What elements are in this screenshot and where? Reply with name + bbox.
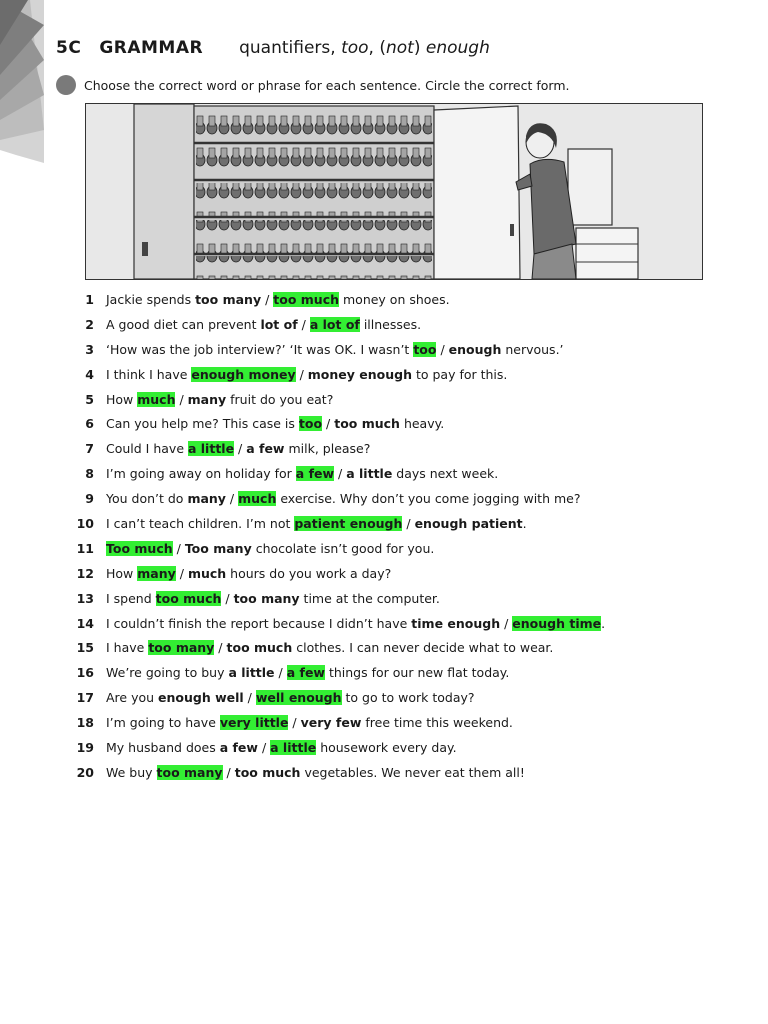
selected-answer-option[interactable]: too xyxy=(413,341,437,357)
selected-answer-option[interactable]: much xyxy=(137,391,176,407)
answer-option[interactable]: too much xyxy=(334,416,400,432)
item-number: 10 xyxy=(76,515,94,531)
item-sentence xyxy=(106,640,553,655)
sentence-text: A good diet can prevent xyxy=(106,316,261,332)
shoe-cabinet-icon xyxy=(86,104,702,279)
sentence-text: / xyxy=(172,540,185,556)
sentence-text: illnesses. xyxy=(359,316,422,332)
item-number: 7 xyxy=(85,441,94,457)
instruction-row xyxy=(56,75,570,95)
item-number: 12 xyxy=(76,565,94,581)
sentence-text: / xyxy=(175,565,188,581)
sentence-text: I’m going to have xyxy=(106,715,220,731)
item-sentence xyxy=(106,740,457,755)
answer-option[interactable]: time enough xyxy=(411,615,501,631)
item-sentence xyxy=(106,441,370,456)
topic-part: too xyxy=(341,38,369,58)
sentence-text: / xyxy=(500,615,513,631)
selected-answer-option[interactable]: Too much xyxy=(106,540,173,556)
selected-answer-option[interactable]: enough money xyxy=(191,366,296,382)
sentence-text: I couldn’t finish the report because I didn’t have xyxy=(106,615,412,631)
answer-option[interactable]: many xyxy=(187,391,227,407)
item-number: 20 xyxy=(76,764,94,780)
sentence-text: You don’t do xyxy=(106,491,188,507)
sentence-text: chocolate isn’t good for you. xyxy=(251,540,435,556)
sentence-text: / xyxy=(234,441,247,457)
instruction-text: Choose the correct word or phrase for each sentence. Circle the correct form. xyxy=(84,77,570,93)
sentence-text: . xyxy=(601,615,606,631)
selected-answer-option[interactable]: too much xyxy=(155,590,222,606)
item-sentence xyxy=(106,715,513,730)
exercise-item xyxy=(70,511,720,536)
item-sentence xyxy=(106,416,444,431)
exercise-item xyxy=(70,735,720,760)
sentence-text: How xyxy=(106,565,138,581)
item-number: 3 xyxy=(85,341,94,357)
selected-answer-option[interactable]: a little xyxy=(270,739,317,755)
selected-answer-option[interactable]: patient enough xyxy=(294,515,403,531)
item-number: 1 xyxy=(85,291,94,307)
item-number: 8 xyxy=(85,466,94,482)
exercise-item xyxy=(70,436,720,461)
selected-answer-option[interactable]: well enough xyxy=(255,690,342,706)
item-sentence xyxy=(106,342,564,357)
sentence-text: / xyxy=(175,391,188,407)
sentence-text: I’m going away on holiday for xyxy=(106,466,296,482)
sentence-text: milk, please? xyxy=(284,441,371,457)
section-label: GRAMMAR xyxy=(99,38,204,58)
item-number: 13 xyxy=(76,590,94,606)
exercise-item xyxy=(70,362,720,387)
sentence-text: exercise. Why don’t you come jogging with me? xyxy=(276,491,581,507)
sentence-text: heavy. xyxy=(399,416,445,432)
sentence-text: / xyxy=(322,416,335,432)
sentence-text: clothes. I can never decide what to wear. xyxy=(292,640,554,656)
item-number: 11 xyxy=(76,540,94,556)
sentence-text: to pay for this. xyxy=(411,366,508,382)
item-sentence xyxy=(106,665,509,680)
item-sentence xyxy=(106,591,440,606)
selected-answer-option[interactable]: a little xyxy=(187,441,235,457)
selected-answer-option[interactable]: a few xyxy=(295,466,335,482)
sentence-text: free time this weekend. xyxy=(361,715,513,731)
topic-part: quantifiers, xyxy=(239,38,342,58)
sentence-text: I think I have xyxy=(106,366,192,382)
selected-answer-option[interactable]: a lot of xyxy=(309,316,360,332)
sentence-text: days next week. xyxy=(392,466,499,482)
sentence-text: / xyxy=(221,590,234,606)
sentence-text: / xyxy=(295,366,308,382)
selected-answer-option[interactable]: too xyxy=(298,416,323,432)
sentence-text: / xyxy=(288,715,301,731)
answer-option[interactable]: a little xyxy=(228,665,275,681)
selected-answer-option[interactable]: enough time xyxy=(512,615,602,631)
exercise-item xyxy=(70,660,720,685)
sentence-text: / xyxy=(243,690,256,706)
answer-option[interactable]: enough xyxy=(448,341,502,357)
sentence-text: time at the computer. xyxy=(299,590,440,606)
sentence-text: housework every day. xyxy=(316,739,457,755)
sentence-text: / xyxy=(261,291,274,307)
sentence-text: I have xyxy=(106,640,149,656)
answer-option[interactable]: enough patient xyxy=(414,515,523,531)
topic-part: , ( xyxy=(368,38,386,58)
sentence-text: to go to work today? xyxy=(341,690,475,706)
item-sentence xyxy=(106,292,450,307)
item-sentence xyxy=(106,765,525,780)
corner-fan-decoration xyxy=(0,0,48,165)
answer-option[interactable]: a few xyxy=(219,739,258,755)
answer-option[interactable]: very few xyxy=(300,715,362,731)
section-code: 5C xyxy=(56,38,82,58)
sentence-text: money on shoes. xyxy=(339,291,450,307)
exercise-item xyxy=(70,387,720,412)
exercise-item xyxy=(70,337,720,362)
item-sentence xyxy=(106,317,421,332)
sentence-text: fruit do you eat? xyxy=(226,391,334,407)
sentence-text: How xyxy=(106,391,138,407)
sentence-text: vegetables. We never eat them all! xyxy=(300,764,525,780)
exercise-item xyxy=(70,411,720,436)
sentence-text: / xyxy=(402,515,415,531)
item-number: 14 xyxy=(76,615,94,631)
item-number: 5 xyxy=(85,391,94,407)
item-number: 6 xyxy=(85,416,94,432)
selected-answer-option[interactable]: many xyxy=(137,565,176,581)
answer-option[interactable]: lot of xyxy=(260,316,298,332)
item-number: 18 xyxy=(76,715,94,731)
answer-option[interactable]: too many xyxy=(195,291,262,307)
answer-option[interactable]: much xyxy=(187,565,227,581)
exercise-item xyxy=(70,710,720,735)
sentence-text: I spend xyxy=(106,590,156,606)
exercise-item xyxy=(70,486,720,511)
answer-option[interactable]: money enough xyxy=(307,366,412,382)
topic-part: ) xyxy=(413,38,426,58)
selected-answer-option[interactable]: very little xyxy=(219,715,289,731)
sentence-text: / xyxy=(222,764,235,780)
topic-title xyxy=(239,38,490,58)
selected-answer-option[interactable]: too much xyxy=(273,291,340,307)
sentence-text: We’re going to buy xyxy=(106,665,229,681)
answer-option[interactable]: too many xyxy=(233,590,300,606)
sentence-text: Can you help me? This case is xyxy=(106,416,299,432)
selected-answer-option[interactable]: a few xyxy=(286,665,325,681)
answer-option[interactable]: Too many xyxy=(184,540,252,556)
answer-option[interactable]: too much xyxy=(226,640,293,656)
item-number: 16 xyxy=(76,665,94,681)
answer-option[interactable]: a little xyxy=(346,466,393,482)
sentence-text: things for our new flat today. xyxy=(324,665,510,681)
answer-option[interactable]: a few xyxy=(246,441,285,457)
shoe-cabinet-illustration xyxy=(85,103,703,280)
exercise-item xyxy=(70,287,720,312)
answer-option[interactable]: too much xyxy=(234,764,301,780)
item-sentence xyxy=(106,392,333,407)
item-sentence xyxy=(106,516,527,531)
item-sentence xyxy=(106,566,391,581)
exercise-item xyxy=(70,635,720,660)
exercise-item xyxy=(70,461,720,486)
answer-option[interactable]: enough well xyxy=(158,690,244,706)
exercise-item xyxy=(70,760,720,785)
item-sentence xyxy=(106,690,475,705)
item-sentence xyxy=(106,367,507,382)
item-sentence xyxy=(106,491,580,506)
sentence-text: We buy xyxy=(106,764,157,780)
exercise-item xyxy=(70,561,720,586)
sentence-text: hours do you work a day? xyxy=(226,565,392,581)
exercise-item xyxy=(70,685,720,710)
sentence-text: My husband does xyxy=(106,739,220,755)
exercise-item xyxy=(70,536,720,561)
exercise-circle-icon xyxy=(56,75,76,95)
sentence-text: nervous.’ xyxy=(501,341,564,357)
sentence-text: / xyxy=(436,341,449,357)
item-number: 9 xyxy=(85,491,94,507)
sentence-text: / xyxy=(214,640,227,656)
answer-option[interactable]: many xyxy=(187,491,226,507)
sentence-text: / xyxy=(257,739,271,755)
selected-answer-option[interactable]: much xyxy=(238,491,277,507)
item-sentence xyxy=(106,466,498,481)
item-number: 15 xyxy=(76,640,94,656)
item-number: 19 xyxy=(76,739,94,755)
sentence-text: / xyxy=(274,665,287,681)
topic-part: enough xyxy=(425,38,490,58)
item-sentence xyxy=(106,616,605,631)
sentence-text: I can’t teach children. I’m not xyxy=(106,515,295,531)
sentence-text: . xyxy=(522,515,527,531)
exercise-item xyxy=(70,586,720,611)
sentence-text: Are you xyxy=(106,690,159,706)
page-header xyxy=(56,38,490,62)
selected-answer-option[interactable]: too many xyxy=(156,764,223,780)
exercise-item xyxy=(70,312,720,337)
exercise-item xyxy=(70,611,720,636)
exercise-list xyxy=(70,287,720,785)
item-sentence xyxy=(106,541,434,556)
sentence-text: / xyxy=(225,491,239,507)
sentence-text: / xyxy=(334,466,347,482)
sentence-text: / xyxy=(297,316,310,332)
item-number: 17 xyxy=(76,690,94,706)
item-number: 4 xyxy=(85,366,94,382)
sentence-text: Jackie spends xyxy=(106,291,196,307)
selected-answer-option[interactable]: too many xyxy=(148,640,215,656)
sentence-text: ‘How was the job interview?’ ‘It was OK. I wasn’t xyxy=(106,341,414,357)
topic-part: not xyxy=(386,38,414,58)
sentence-text: Could I have xyxy=(106,441,188,457)
item-number: 2 xyxy=(85,316,94,332)
